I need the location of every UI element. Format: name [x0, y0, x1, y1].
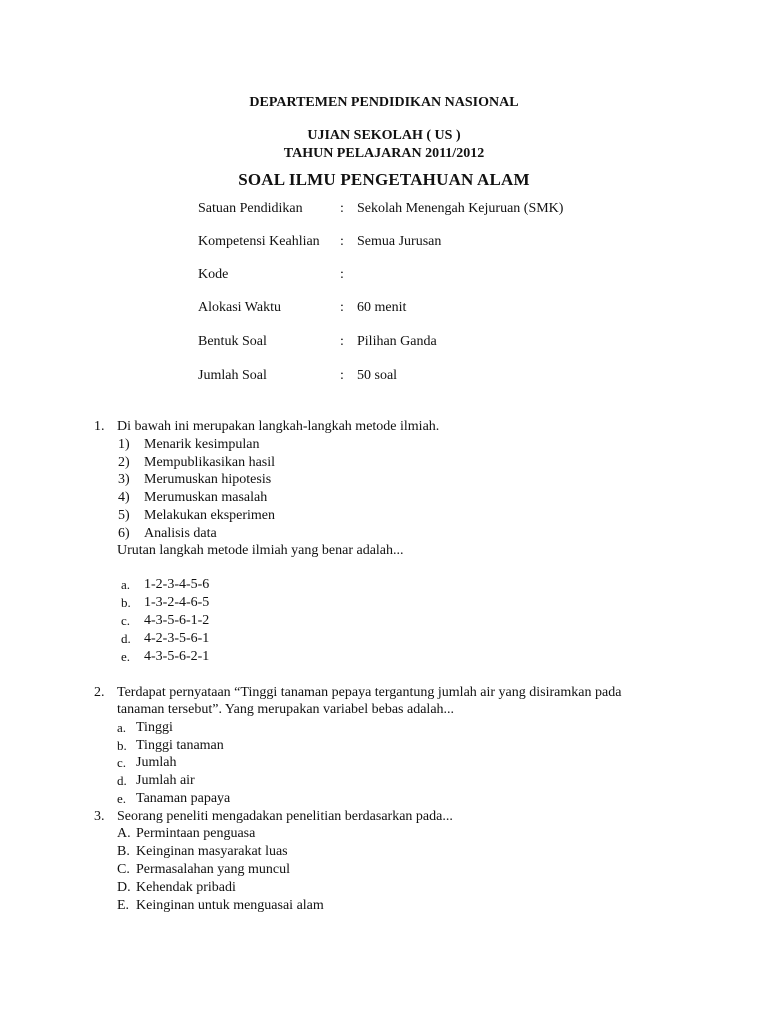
step-number: 6) [118, 526, 130, 541]
option-text: Tinggi tanaman [136, 738, 224, 753]
info-label: Kompetensi Keahlian [198, 234, 320, 249]
option-text: 1-2-3-4-5-6 [144, 577, 210, 592]
option-text: Jumlah [136, 755, 177, 770]
step-number: 3) [118, 472, 130, 487]
option-letter: c. [117, 755, 127, 770]
answer-option[interactable] [0, 843, 768, 861]
answer-option[interactable] [0, 612, 768, 630]
question-text: Di bawah ini merupakan langkah-langkah metode ilmiah. [117, 419, 440, 434]
option-text: Jumlah air [136, 773, 195, 788]
answer-option[interactable] [0, 594, 768, 612]
question-number: 3. [94, 809, 105, 824]
answer-option[interactable] [0, 576, 768, 594]
question-text: Terdapat pernyataan “Tinggi tanaman pepaya tergantung jumlah air yang disiramkan pada [117, 685, 622, 700]
info-value: Sekolah Menengah Kejuruan (SMK) [357, 201, 564, 216]
option-letter: B. [117, 844, 130, 859]
option-letter: a. [121, 577, 131, 592]
option-letter: e. [117, 791, 127, 806]
step-number: 2) [118, 455, 130, 470]
question-prompt [0, 542, 768, 560]
option-letter: d. [117, 773, 127, 788]
option-letter: b. [121, 595, 131, 610]
option-text: Kehendak pribadi [136, 880, 236, 895]
info-label: Alokasi Waktu [198, 300, 281, 315]
info-colon: : [340, 201, 344, 216]
step-text: Merumuskan masalah [144, 490, 268, 505]
option-text: 4-3-5-6-1-2 [144, 613, 210, 628]
answer-option[interactable] [0, 861, 768, 879]
step-item [0, 454, 768, 472]
step-text: Mempublikasikan hasil [144, 455, 276, 470]
step-number: 4) [118, 490, 130, 505]
answer-option[interactable] [0, 790, 768, 808]
question-2 [0, 684, 768, 702]
question-number: 1. [94, 419, 105, 434]
info-label: Bentuk Soal [198, 334, 267, 349]
question-text: Seorang peneliti mengadakan penelitian berdasarkan pada... [117, 809, 453, 824]
question-text: tanaman tersebut”. Yang merupakan variabel bebas adalah... [117, 702, 455, 717]
answer-option[interactable] [0, 737, 768, 755]
page-title: SOAL ILMU PENGETAHUAN ALAM [238, 170, 530, 189]
answer-option[interactable] [0, 719, 768, 737]
step-text: Merumuskan hipotesis [144, 472, 272, 487]
option-text: Permintaan penguasa [136, 826, 256, 841]
step-text: Menarik kesimpulan [144, 437, 260, 452]
info-value: 60 menit [357, 300, 407, 315]
exam-heading: UJIAN SEKOLAH ( US ) [307, 128, 461, 143]
step-text: Melakukan eksperimen [144, 508, 276, 523]
option-text: Keinginan untuk menguasai alam [136, 898, 324, 913]
step-item [0, 471, 768, 489]
option-letter: e. [121, 649, 131, 664]
info-value: Semua Jurusan [357, 234, 442, 249]
option-letter: E. [117, 898, 130, 913]
prompt-text: Urutan langkah metode ilmiah yang benar adalah... [117, 543, 404, 558]
question-number: 2. [94, 685, 105, 700]
option-text: 4-2-3-5-6-1 [144, 631, 210, 646]
option-letter: b. [117, 738, 127, 753]
step-number: 1) [118, 437, 130, 452]
option-text: Tanaman papaya [136, 791, 231, 806]
info-colon: : [340, 334, 344, 349]
answer-option[interactable] [0, 879, 768, 897]
info-label: Satuan Pendidikan [198, 201, 303, 216]
answer-option[interactable] [0, 630, 768, 648]
step-item [0, 525, 768, 543]
option-letter: D. [117, 880, 131, 895]
answer-option[interactable] [0, 897, 768, 915]
question-2-continued [0, 701, 768, 719]
question-1 [0, 418, 768, 436]
answer-option[interactable] [0, 825, 768, 843]
option-letter: a. [117, 720, 127, 735]
department-heading: DEPARTEMEN PENDIDIKAN NASIONAL [249, 95, 519, 110]
info-colon: : [340, 267, 344, 282]
option-letter: c. [121, 613, 131, 628]
info-colon: : [340, 368, 344, 383]
step-number: 5) [118, 508, 130, 523]
info-label: Jumlah Soal [198, 368, 267, 383]
question-3 [0, 808, 768, 826]
option-text: Tinggi [136, 720, 173, 735]
option-text: 4-3-5-6-2-1 [144, 649, 210, 664]
answer-option[interactable] [0, 772, 768, 790]
option-text: 1-3-2-4-6-5 [144, 595, 210, 610]
info-colon: : [340, 300, 344, 315]
option-letter: d. [121, 631, 131, 646]
info-label: Kode [198, 267, 229, 282]
step-text: Analisis data [144, 526, 217, 541]
info-colon: : [340, 234, 344, 249]
option-text: Permasalahan yang muncul [136, 862, 290, 877]
step-item [0, 436, 768, 454]
info-value: Pilihan Ganda [357, 334, 437, 349]
answer-option[interactable] [0, 648, 768, 666]
step-item [0, 507, 768, 525]
step-item [0, 489, 768, 507]
option-letter: C. [117, 862, 130, 877]
option-letter: A. [117, 826, 131, 841]
option-text: Keinginan masyarakat luas [136, 844, 288, 859]
year-heading: TAHUN PELAJARAN 2011/2012 [283, 146, 485, 161]
info-value: 50 soal [357, 368, 398, 383]
answer-option[interactable] [0, 754, 768, 772]
